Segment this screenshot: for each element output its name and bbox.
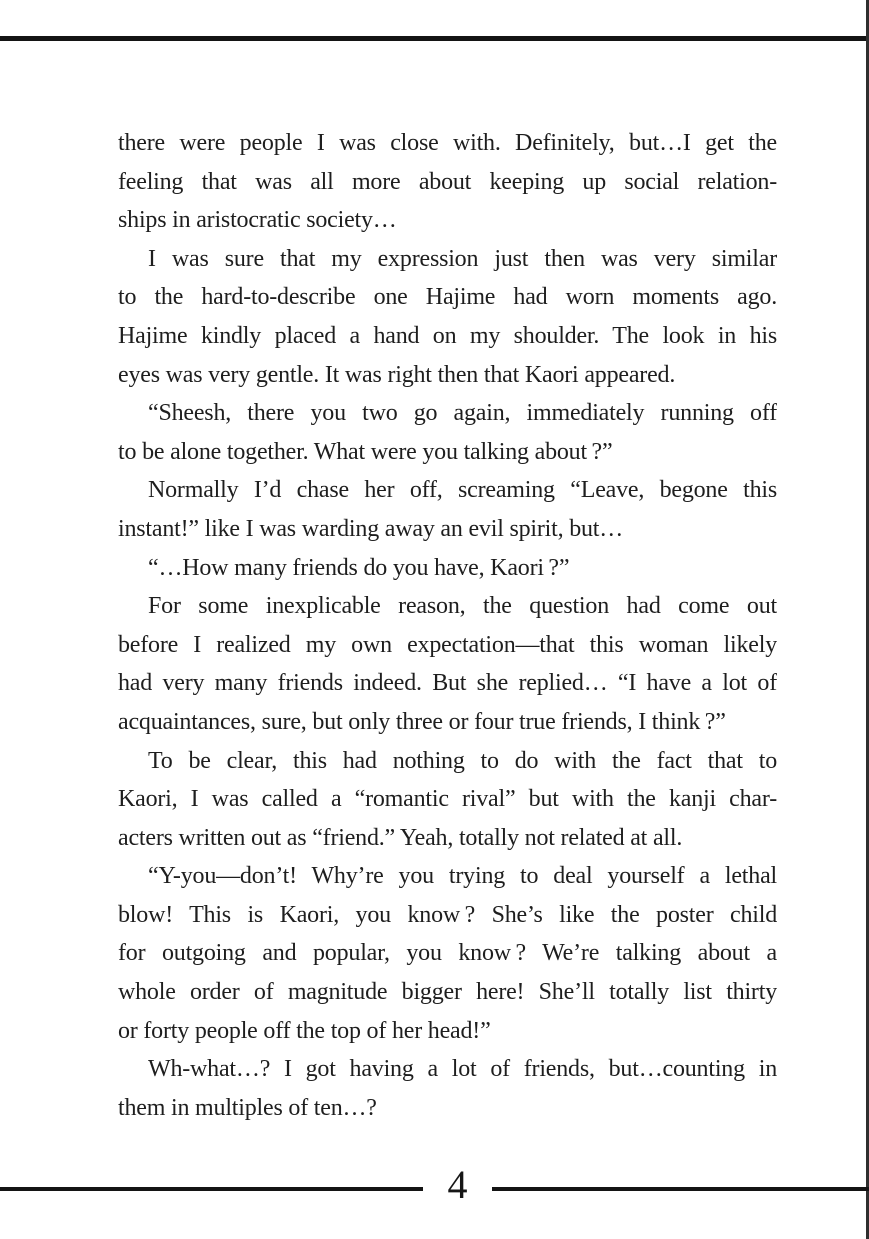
text-line: feeling that was all more about keeping up social relation-: [118, 168, 777, 195]
text-line: ships in aristocratic society…: [118, 207, 397, 234]
bottom-rule-right: [492, 1187, 869, 1191]
text-line: to be alone together. What were you talking about ?”: [118, 438, 613, 465]
text-line: or forty people off the top of her head!”: [118, 1017, 491, 1044]
page-number: 4: [447, 1162, 468, 1207]
paragraph: [118, 549, 777, 588]
bottom-rule-left: [0, 1187, 423, 1191]
text-line: “…How many friends do you have, Kaori ?”: [148, 554, 570, 581]
paragraph: [118, 124, 777, 240]
text-line: blow! This is Kaori, you know ? She’s like the poster child: [118, 901, 777, 928]
text-line: before I realized my own expectation—that this woman likely: [118, 631, 777, 658]
paragraph: [118, 1050, 777, 1127]
text-line: to the hard-to-describe one Hajime had worn moments ago.: [118, 284, 777, 311]
text-line: acters written out as “friend.” Yeah, totally not related at all.: [118, 824, 683, 851]
text-line: acquaintances, sure, but only three or four true friends, I think ?”: [118, 708, 726, 735]
top-rule: [0, 36, 869, 41]
text-line: had very many friends indeed. But she replied… “I have a lot of: [118, 670, 777, 697]
text-line: “Sheesh, there you two go again, immediately running off: [148, 400, 777, 427]
text-line: For some inexplicable reason, the question had come out: [148, 593, 777, 620]
text-line: Hajime kindly placed a hand on my shoulder. The look in his: [118, 322, 777, 349]
text-line: instant!” like I was warding away an evil spirit, but…: [118, 515, 624, 542]
text-line: them in multiples of ten…?: [118, 1094, 377, 1121]
text-line: “Y-you—don’t! Why’re you trying to deal yourself a lethal: [148, 863, 777, 890]
paragraph: [118, 587, 777, 741]
paragraph: [118, 240, 777, 394]
paragraph: [118, 742, 777, 858]
text-line: whole order of magnitude bigger here! She’ll totally list thirty: [118, 979, 777, 1006]
text-line: I was sure that my expression just then was very similar: [148, 245, 777, 272]
text-line: eyes was very gentle. It was right then that Kaori appeared.: [118, 361, 676, 388]
text-line: Normally I’d chase her off, screaming “Leave, begone this: [148, 477, 777, 504]
paragraph: [118, 471, 777, 548]
text-block: [118, 124, 777, 1127]
text-line: there were people I was close with. Definitely, but…I get the: [118, 130, 777, 156]
text-line: for outgoing and popular, you know ? We’re talking about a: [118, 940, 777, 967]
paragraph: [118, 394, 777, 471]
text-line: To be clear, this had nothing to do with the fact that to: [148, 747, 777, 774]
text-line: Wh-what…? I got having a lot of friends, but…counting in: [148, 1056, 777, 1083]
paragraph: [118, 857, 777, 1050]
text-line: Kaori, I was called a “romantic rival” but with the kanji char-: [118, 786, 777, 813]
